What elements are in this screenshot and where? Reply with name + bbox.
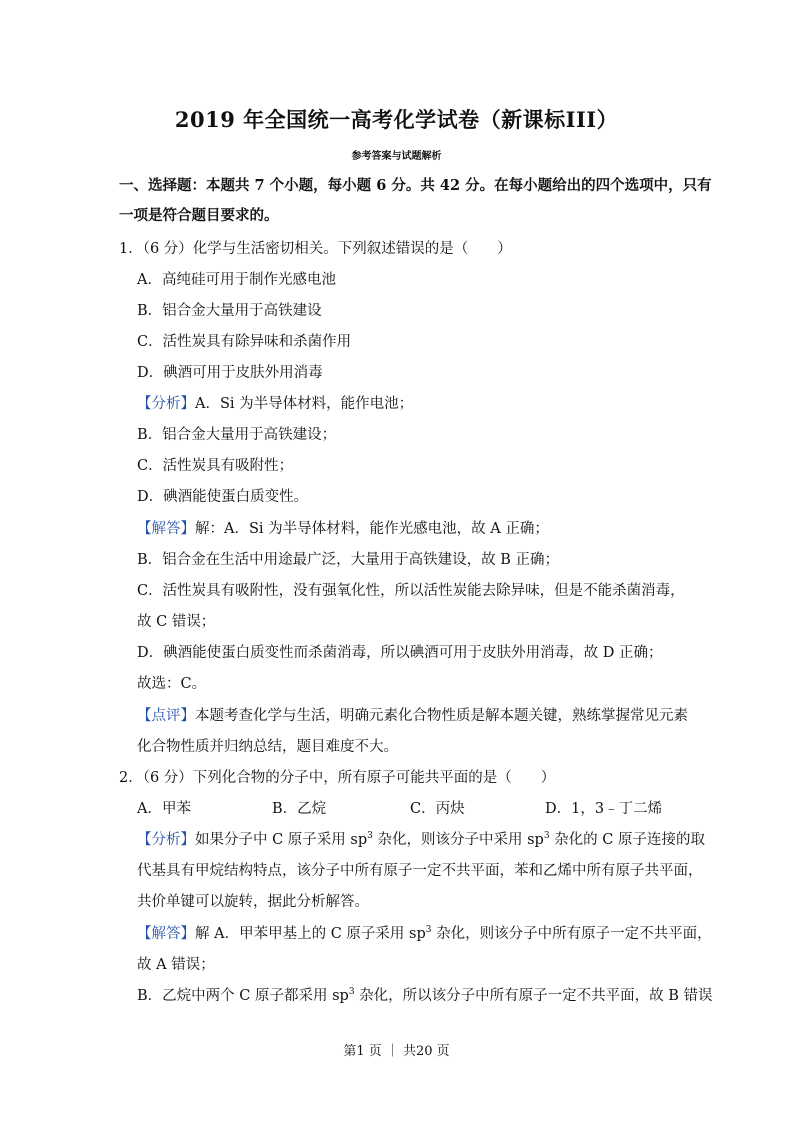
answer-text: 杂化，所以该分子中所有原子一定不共平面，故 B 错误 <box>354 988 713 1004</box>
answer-line: B．铝合金在生活中用途最广泛，大量用于高铁建设，故 B 正确； <box>137 552 560 568</box>
analysis-text: 杂化的 C 原子连接的取 <box>549 832 705 848</box>
section-heading-line-1: 一、选择题：本题共 7 个小题，每小题 6 分。共 42 分。在每小题给出的四个选项中，只有 <box>119 177 712 194</box>
superscript: 3 <box>425 925 432 936</box>
analysis-text: 杂化，则该分子中采用 sp <box>372 832 544 848</box>
question-2-stem: 2．（6 分）下列化合物的分子中，所有原子可能共平面的是（ ） <box>119 770 556 786</box>
answer-line: 故 C 错误； <box>137 614 216 630</box>
page-subtitle: 参考答案与试题解析 <box>351 151 442 162</box>
superscript: 3 <box>348 987 355 998</box>
analysis-line: D．碘酒能使蛋白质变性。 <box>137 489 309 505</box>
answer-tag: 【解答】 <box>137 521 195 537</box>
question-2-option-b: B．乙烷 <box>272 801 327 817</box>
answer-text: 杂化，则该分子中所有原子一定不共平面， <box>431 926 712 942</box>
analysis-line: 共价单键可以旋转，据此分析解答。 <box>137 894 369 910</box>
analysis-text: 如果分子中 C 原子采用 sp <box>195 832 368 848</box>
question-2-option-d: D．1，3﹣丁二烯 <box>545 801 663 817</box>
question-1-option-c: C．活性炭具有除异味和杀菌作用 <box>137 334 352 350</box>
comment-tag: 【点评】 <box>137 708 195 724</box>
analysis-tag: 【分析】 <box>137 832 195 848</box>
analysis-line: 代基具有甲烷结构特点，该分子中所有原子一定不共平面，苯和乙烯中所有原子共平面， <box>137 863 703 879</box>
analysis-tag: 【分析】 <box>137 396 195 412</box>
section-heading-line-2: 一项是符合题目要求的。 <box>119 207 279 224</box>
answer-line <box>137 986 713 1006</box>
comment-line: 化合物性质并归纳总结，题目难度不大。 <box>137 739 398 755</box>
page-title: 2019 年全国统一高考化学试卷（新课标III） <box>174 107 619 132</box>
superscript: 3 <box>543 831 550 842</box>
question-1-option-a: A．高纯硅可用于制作光感电池 <box>137 272 336 288</box>
comment-text: 本题考查化学与生活，明确元素化合物性质是解本题关键，熟练掌握常见元素 <box>195 708 688 724</box>
answer-text: B．乙烷中两个 C 原子都采用 sp <box>137 988 349 1004</box>
question-1-comment <box>137 706 688 726</box>
question-2-analysis <box>137 830 705 850</box>
superscript: 3 <box>367 831 373 842</box>
question-2-option-c: C．丙炔 <box>410 801 465 817</box>
analysis-line: C．活性炭具有吸附性； <box>137 458 294 474</box>
question-2-answer <box>137 924 712 944</box>
answer-line: 故选：C。 <box>137 676 207 692</box>
answer-line: D．碘酒能使蛋白质变性而杀菌消毒，所以碘酒可用于皮肤外用消毒，故 D 正确； <box>137 645 663 661</box>
answer-text: 解 A．甲苯甲基上的 C 原子采用 sp <box>195 926 426 942</box>
answer-text: 解：A．Si 为半导体材料，能作光感电池，故 A 正确； <box>195 521 549 537</box>
question-1-option-b: B．铝合金大量用于高铁建设 <box>137 303 322 319</box>
question-1-option-d: D．碘酒可用于皮肤外用消毒 <box>137 365 323 381</box>
analysis-text: A．Si 为半导体材料，能作电池； <box>195 396 414 412</box>
question-1-stem: 1．（6 分）化学与生活密切相关。下列叙述错误的是（ ） <box>119 241 512 257</box>
analysis-line: B．铝合金大量用于高铁建设； <box>137 427 337 443</box>
question-2-option-a: A．甲苯 <box>137 801 191 817</box>
question-1-answer <box>137 519 549 539</box>
question-1-analysis <box>137 394 413 414</box>
answer-line: C．活性炭具有吸附性，没有强氧化性，所以活性炭能去除异味，但是不能杀菌消毒， <box>137 583 685 599</box>
answer-line: 故 A 错误； <box>137 957 215 973</box>
page-footer: 第1 页 ｜ 共20 页 <box>343 1044 450 1059</box>
answer-tag: 【解答】 <box>137 926 195 942</box>
